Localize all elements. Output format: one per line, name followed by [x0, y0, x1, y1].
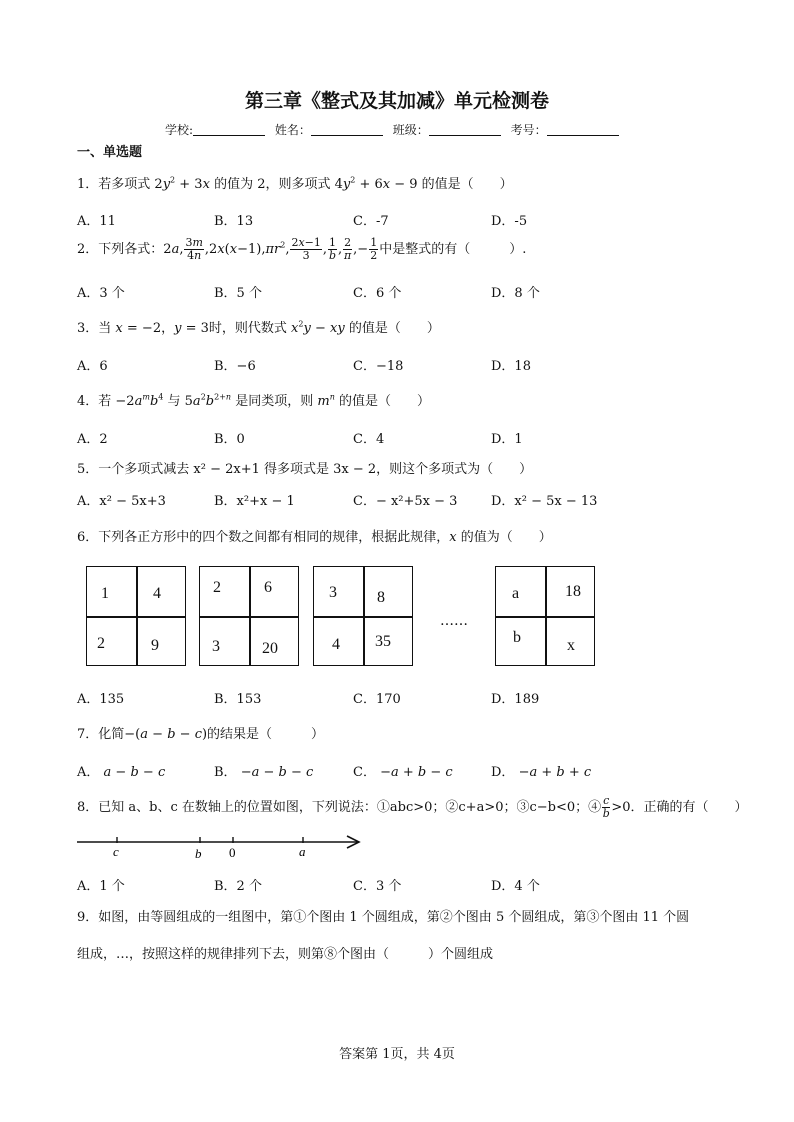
q6-option-b[interactable]: B．153 — [214, 692, 262, 707]
q6-option-d[interactable]: D．189 — [491, 692, 540, 707]
question-3: 3．当 x = −2，y = 3时，则代数式 $x^2y$ − xy 的值是（ ） — [77, 319, 440, 336]
q3-option-d[interactable]: D．18 — [491, 359, 531, 374]
question-5: 5．一个多项式减去 x² − 2x+1 得多项式是 3x − 2，则这个多项式为（ ） — [77, 462, 533, 477]
question-4: 4．若 $-2a^mb^4$ 与 $5a^2b^{2+n}$ 是同类项，则 $m^n$ 的值是（ ） — [77, 392, 430, 409]
q5-option-a[interactable]: A．x² − 5x+3 — [77, 494, 166, 509]
q2-option-c[interactable]: C．6 个 — [353, 286, 402, 301]
student-info-line — [165, 121, 625, 138]
number-blank[interactable] — [547, 123, 619, 136]
class-blank[interactable] — [429, 123, 501, 136]
q8-option-a[interactable]: A．1 个 — [77, 879, 125, 894]
q3-option-c[interactable]: C．−18 — [353, 359, 404, 374]
q1-option-b[interactable]: B．13 — [214, 214, 254, 229]
question-2: 2．下列各式：2a, $\frac{3m}{4n}$ $,2x(x-1),\pi r^2$, $\frac{2x-1}{3}$ , $\frac{1}{b}$ , $\frac{2}{\pi}$ ,− $\frac{1}{2}$ 中是整式的有（ ）. — [77, 236, 527, 262]
q5-option-d[interactable]: D．x² − 5x − 13 — [491, 494, 598, 509]
number-square-2: 2 6 3 20 — [199, 566, 299, 666]
q2-option-b[interactable]: B．5 个 — [214, 286, 262, 301]
q7-option-c[interactable]: C． −a + b − c — [353, 765, 453, 780]
number-square-1: 1 4 2 9 — [86, 566, 186, 666]
label-c: c — [113, 844, 119, 859]
q7-option-d[interactable]: D． −a + b + c — [491, 765, 592, 780]
school-blank[interactable] — [193, 123, 265, 136]
q4-option-d[interactable]: D．1 — [491, 432, 523, 447]
ellipsis: …… — [440, 613, 468, 629]
q4-option-c[interactable]: C．4 — [353, 432, 385, 447]
name-blank[interactable] — [311, 123, 383, 136]
q5-option-c[interactable]: C．− x²+5x − 3 — [353, 494, 458, 509]
number-square-4: a 18 b x — [495, 566, 595, 666]
name-label: 姓名： — [274, 123, 311, 137]
section-heading: 一、单选题 — [77, 145, 143, 160]
q2-option-a[interactable]: A．3 个 — [77, 286, 125, 301]
q1-option-c[interactable]: C．-7 — [353, 214, 389, 229]
question-9-line-2: 组成，…，按照这样的规律排列下去，则第⑧个图由（ ）个圆组成 — [77, 947, 494, 962]
q1-option-d[interactable]: D．-5 — [491, 214, 528, 229]
q7-option-a[interactable]: A． a − b − c — [77, 765, 166, 780]
school-label: 学校: — [165, 123, 194, 137]
q3-option-a[interactable]: A．6 — [77, 359, 108, 374]
label-b: b — [195, 846, 202, 861]
q8-option-c[interactable]: C．3 个 — [353, 879, 402, 894]
q6-option-c[interactable]: C．170 — [353, 692, 401, 707]
number-line — [75, 830, 365, 862]
number-square-3: 3 8 4 35 — [313, 566, 413, 666]
q3-option-b[interactable]: B．−6 — [214, 359, 256, 374]
question-9-line-1: 9．如图，由等圆组成的一组图中，第①个图由 1 个圆组成，第②个图由 5 个圆组成，第③个图由 11 个圆 — [77, 910, 690, 925]
question-6: 6．下列各正方形中的四个数之间都有相同的规律，根据此规律，x 的值为（ ） — [77, 530, 552, 545]
question-7: 7．化简−(a − b − c)的结果是（ ） — [77, 727, 325, 742]
label-a: a — [299, 844, 306, 859]
question-8: 8．已知 a、b、c 在数轴上的位置如图，下列说法：①abc>0；②c+a>0；③c−b<0；④ $\frac{c}{b}$ >0．正确的有（ ） — [77, 794, 748, 820]
q4-option-a[interactable]: A．2 — [77, 432, 108, 447]
question-1: 1．若多项式 $2y^2 + 3x$ 的值为 2，则多项式 $4y^2 + 6x - 9$ 的值是（ ） — [77, 175, 513, 192]
q1-option-a[interactable]: A．11 — [77, 214, 116, 229]
q4-option-b[interactable]: B．0 — [214, 432, 245, 447]
q6-option-a[interactable]: A．135 — [77, 692, 125, 707]
q2-option-d[interactable]: D．8 个 — [491, 286, 540, 301]
label-zero: 0 — [229, 845, 236, 860]
q7-option-b[interactable]: B． −a − b − c — [214, 765, 314, 780]
page-title: 第三章《整式及其加减》单元检测卷 — [244, 90, 549, 112]
q8-option-b[interactable]: B．2 个 — [214, 879, 262, 894]
number-label: 考号： — [510, 123, 547, 137]
q5-option-b[interactable]: B．x²+x − 1 — [214, 494, 295, 509]
page-footer: 答案第 1页，共 4页 — [339, 1047, 455, 1062]
q8-option-d[interactable]: D．4 个 — [491, 879, 540, 894]
class-label: 班级： — [392, 123, 429, 137]
